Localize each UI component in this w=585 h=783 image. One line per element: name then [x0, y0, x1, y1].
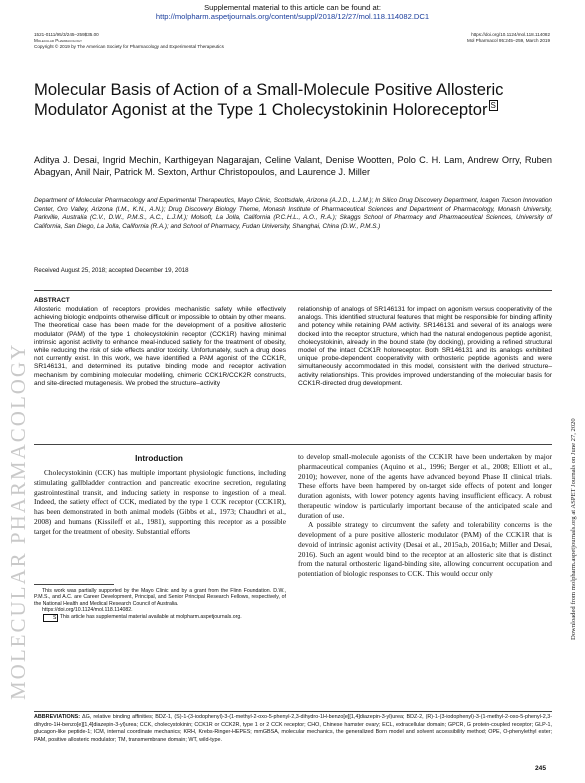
abbreviations	[34, 714, 552, 744]
abstract-top-rule	[34, 290, 552, 291]
journal-sidebar	[0, 0, 30, 700]
download-note: Downloaded from molpharm.aspetjournals.org at ASPET Journals on June 27, 2020	[570, 418, 577, 640]
footnotes	[34, 588, 286, 622]
abstract-bottom-rule	[34, 444, 552, 445]
intro-left-column	[34, 468, 286, 536]
affiliations: Department of Molecular Pharmacology and Experimental Therapeutics, Mayo Clinic, Scottsdale, Arizona (A.J.D., L.J.M.); In Silico Drug Discovery Department, Icagen Tucson Innovation Center, Oro Valley, Arizona (I.M., K.N., A.N.); Drug Discovery Biology Theme, Monash Institute of Pharmaceutical Sciences and Department of Pharmacology, Monash University, Parkville, Australia (C.V., D.W., P.M.S., A.C., L.J.M.); Molsoft, La Jolla, California (P.C.H.L., A.O., R.A.); Skaggs School of Pharmacy and Pharmaceutical Sciences, University of California, San Diego, La Jolla, California (R.A.); and School of Pharmacy, Fudan University, Shanghai, China (D.W., P.M.S.)	[34, 197, 552, 230]
doi-link[interactable]: https://doi.org/10.1124/mol.118.114082	[471, 32, 550, 37]
abbreviations-text: ΔG, relative binding affinities; BDZ-1, (S)-1-(3-iodophenyl)-3-(1-methyl-2-oxo-5-phenyl-2,3-dihydro-1H-benzo[e][1,4]diazepin-3-yl)urea; BDZ-2, (R)-1-(3-iodophenyl)-3-(1-methyl-2-oxo-5-phenyl-2,3-dihydro-1H-benzo[e][1,4]diazepin-3-yl)urea; CCK, cholecystokinin; CCK1R or CCK2R, type 1 or 2 CCK receptor; CHO, Chinese hamster ovary; ECL, extracellular domain; GPCR, G protein-coupled receptor; GLP-1, glucagon-like peptide-1; ICM, internal coordinate mechanics; KRH, Krebs-Ringer-HEPES; mmGBSA, molecular mechanics, the generalized Born model and solvent accessibility method; OPE, O-phenylethyl ester; PAM, positive allosteric modulator; TM, transmembrane domain; WT, wild-type.	[34, 714, 552, 743]
supplemental-note: S This article has supplemental material available at molpharm.aspetjournals.org.	[34, 614, 286, 622]
abbreviations-rule	[34, 711, 552, 712]
abbreviations-label: ABBREVIATIONS:	[34, 714, 81, 720]
funding-note: This work was partially supported by the Mayo Clinic and by a grant from the Flinn Foundation. D.W., P.M.S., and A.C. are Career Development, Principal, and Senior Principal Research Fellows, respectively, of the National Health and Medical Research Council of Australia.	[34, 588, 286, 607]
supplemental-banner	[0, 3, 585, 21]
article-title: Molecular Basis of Action of a Small-Molecule Positive Allosteric Modulator Agonist at the Type 1 Cholecystokinin Holoreceptor S	[34, 80, 504, 119]
doi-link[interactable]: https://doi.org/10.1124/mol.118.114082.	[42, 607, 133, 614]
intro-paragraph: to develop small-molecule agonists of the CCK1R have been undertaken by major pharmaceutical companies (Aquino et al., 1996; Berger et al., 2008; Elliott et al., 2010); however, none of the agents have advanced beyond Phase II clinical trials. These efforts have been hampered by on-target side effects of potent and longer duration agonists, with lower potency agents having insufficient efficacy. A robust therapeutic window is particularly important because of the anticipated scale and duration of use.	[298, 452, 552, 520]
journal-label: Molecular Pharmacology	[34, 38, 83, 43]
intro-paragraph: A possible strategy to circumvent the safety and tolerability concerns is the development of a pure positive allosteric modulator (PAM) of the CCK1R that is devoid of intrinsic agonist activity (Desai et al., 2015a,b, 2016a,b; Miller and Desai, 2016). Such an agent would bind to the receptor at an allosteric site that is distinct from the natural orthosteric ligand-binding site, allowing concurrent occupation and potentiation of biologic responses to CCK. This would occur only	[298, 520, 552, 578]
abstract-heading: ABSTRACT	[34, 297, 70, 304]
copyright-line: Copyright © 2019 by The American Society for Pharmacology and Experimental Therapeutics	[34, 44, 224, 49]
journal-header-right	[400, 32, 550, 44]
journal-header-left	[34, 32, 334, 50]
author-list: Aditya J. Desai, Ingrid Mechin, Karthigeyan Nagarajan, Celine Valant, Denise Wootten, Polo C. H. Lam, Andrew Orry, Ruben Abagyan, Anil Nair, Patrick M. Sexton, Arthur Christopoulos, and Laurence J. Miller	[34, 155, 552, 178]
page-number: 245	[535, 765, 547, 772]
supplemental-link[interactable]: http://molpharm.aspetjournals.org/content/suppl/2018/12/27/mol.118.114082.DC1	[155, 12, 430, 21]
intro-right-column	[298, 452, 552, 579]
journal-sidebar-name: MOLECULAR PHARMACOLOGY	[6, 342, 30, 700]
banner-line: Supplemental material to this article can be found at:	[204, 3, 381, 12]
article-title-block	[34, 80, 554, 120]
supplemental-icon[interactable]: S	[490, 101, 496, 110]
intro-paragraph: Cholecystokinin (CCK) has multiple important physiologic functions, including stimulating gallbladder contraction and pancreatic exocrine secretion, regulating gastrointestinal transit, and inducing satiety in response to ingestion of a meal. Indeed, the satiety effect of CCK, mediated by the type 1 CCK receptor (CCK1R), has been demonstrated in both animal models (Gibbs et al., 1973; Chaudhri et al., 2008) and humans (Kissileff et al., 1981), supporting this receptor as a possible target for the treatment of obesity. Substantial efforts	[34, 468, 286, 536]
received-dates: Received August 25, 2018; accepted December 19, 2018	[34, 267, 189, 274]
introduction-heading: Introduction	[135, 454, 183, 463]
supplemental-icon[interactable]: S	[43, 614, 58, 622]
price-line: 1521-0111/95/3/245–259$35.00	[34, 32, 99, 37]
footnote-rule	[34, 584, 114, 585]
abstract-col-1: Allosteric modulation of receptors provides mechanistic safety while effectively achieving biologic endpoints otherwise difficult or impossible to obtain by other means. The theoretical case has been made for the development of a positive allosteric modulator (PAM) of the type 1 cholecystokinin receptor (CCK1R) having minimal intrinsic agonist activity to enhance meal-induced satiety for the treatment of obesity, while reducing the risk of side effects and/or toxicity. Unfortunately, such a drug does not currently exist. In this work, we have identified a PAM agonist of the CCK1R, SR146131, and determined its putative binding mode and receptor activation mechanism by combining molecular modelling, chimeric CCK1R/CCK2R constructs, and site-directed mutagenesis. We probed the structure–activity	[34, 306, 286, 387]
abstract-col-2: relationship of analogs of SR146131 for impact on agonism versus cooperativity of the analogs. This identified structural features that might be responsible for binding affinity and potency while retaining PAM activity. SR146131 and several of its analogs were docked into the receptor structure, which had the natural endogenous peptide agonist, cholecystokinin, already in the bound state (by docking), providing a refined structural model of the intact CCK1R holoreceptor. Both SR146131 and its analogs exhibited unique probe-dependent cooperativity with orthosteric peptide agonists and were simultaneously accommodated in this model, consistent with the derived structure–activity relationships. This provides improved understanding of the molecular basis for CCK1R-directed drug development.	[298, 306, 552, 387]
citation-line: Mol Pharmacol 95:245–259, March 2019	[467, 38, 550, 43]
